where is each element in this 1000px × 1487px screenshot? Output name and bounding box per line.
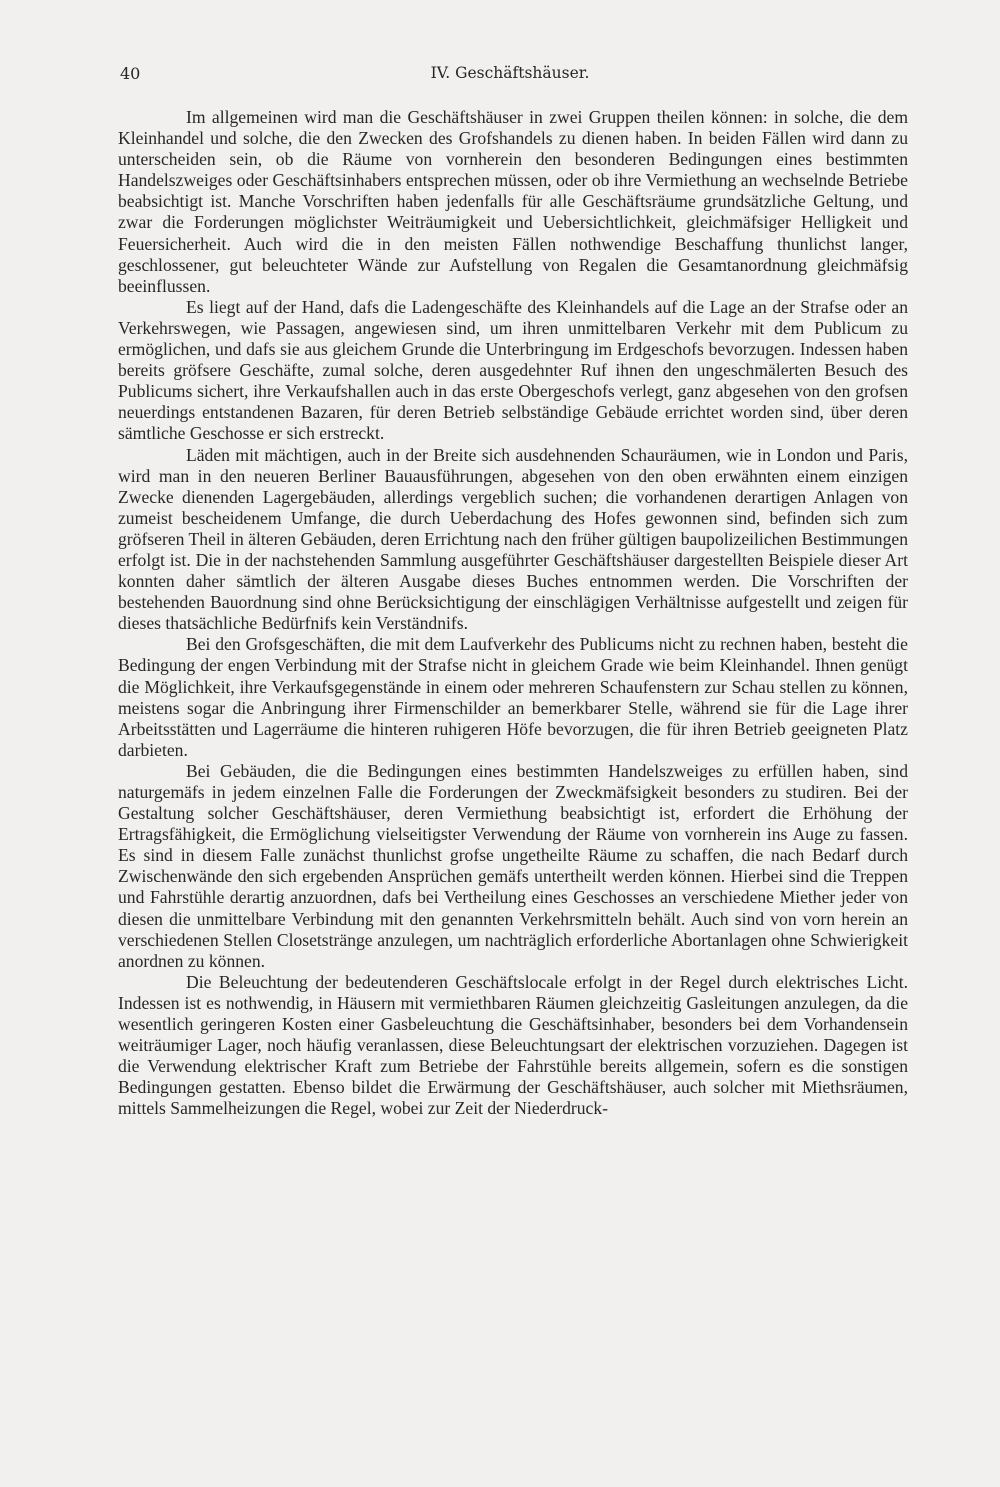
paragraph: Die Beleuchtung der bedeutenderen Geschäftslocale erfolgt in der Regel durch elektrisches Licht. Indessen ist es nothwendig, in Häusern mit vermiethbaren Räumen gleichzeitig Gasleitungen anzulegen, da die wesentlich geringeren Kosten einer Gasbeleuchtung die Geschäftsinhaber, besonders bei dem Vorhandensein weiträumiger Lager, noch häufig veranlassen, diese Beleuchtungsart der elektrischen vorzuziehen. Dagegen ist die Verwendung elektrischer Kraft zum Betriebe der Fahrstühle bereits allgemein, sofern es die sonstigen Bedingungen gestatten. Ebenso bildet die Erwärmung der Geschäftshäuser, auch solcher mit Miethsräumen, mittels Sammelheizungen die Regel, wobei zur Zeit der Niederdruck- (118, 971, 908, 1119)
page-header (120, 60, 900, 90)
paragraph: Bei Gebäuden, die die Bedingungen eines bestimmten Handelszweiges zu erfüllen haben, sind naturgemäfs in jedem einzelnen Falle die Forderungen der Zweckmäfsigkeit besonders zu studiren. Bei der Gestaltung solcher Geschäftshäuser, deren Vermiethung beabsichtigt ist, erfordert die Erhöhung der Ertragsfähigkeit, die Ermöglichung vielseitigster Verwendung der Räume von vornherein ins Auge zu fassen. Es sind in diesem Falle zunächst thunlichst grofse ungetheilte Räume zu schaffen, die nach Bedarf durch Zwischenwände den sich ergebenden Ansprüchen gemäfs untertheilt werden können. Hierbei sind die Treppen und Fahrstühle derartig anzuordnen, dafs bei Vertheilung eines Geschosses an verschiedene Miether jeder von diesen die unmittelbare Verbindung mit den genannten Verkehrsmitteln behält. Auch sind von vorn herein an verschiedenen Stellen Closetstränge anzulegen, um nachträglich erforderliche Abortanlagen ohne Schwierigkeit anordnen zu können. (118, 760, 908, 971)
body-text (118, 107, 908, 1120)
paragraph: Bei den Grofsgeschäften, die mit dem Laufverkehr des Publicums nicht zu rechnen haben, besteht die Bedingung der engen Verbindung mit der Strafse nicht in gleichem Grade wie beim Kleinhandel. Ihnen genügt die Möglichkeit, ihre Verkaufsgegenstände in einem oder mehreren Schaufenstern zur Schau stellen zu können, meistens sogar die Anbringung ihrer Firmenschilder an bemerkbarer Stelle, während sie für die Lage ihrer Arbeitsstätten und Lagerräume die hinteren ruhigeren Höfe bevorzugen, die für ihren Betrieb geeigneten Platz darbieten. (118, 634, 908, 760)
page-number: 40 (120, 64, 141, 83)
running-head: IV. Geschäftshäuser. (430, 64, 590, 82)
paragraph: Es liegt auf der Hand, dafs die Ladengeschäfte des Kleinhandels auf die Lage an der Strafse oder an Verkehrswegen, wie Passagen, angewiesen sind, um ihren unmittelbaren Verkehr mit dem Publicum zu ermöglichen, und dafs sie aus gleichem Grunde die Unterbringung im Erdgeschofs bevorzugen. Indessen haben bereits gröfsere Geschäfte, zumal solche, deren ausgedehnter Ruf ihnen den ungeschmälerten Besuch des Publicums sichert, ihre Verkaufshallen auch in das erste Obergeschofs verlegt, ganz abgesehen von den grofsen neuerdings entstandenen Bazaren, für deren Betrieb selbständige Gebäude errichtet worden sind, über deren sämtliche Geschosse er sich erstreckt. (118, 296, 908, 444)
paragraph: Im allgemeinen wird man die Geschäftshäuser in zwei Gruppen theilen können: in solche, die dem Kleinhandel und solche, die den Zwecken des Grofshandels zu dienen haben. In beiden Fällen wird dann zu unterscheiden sein, ob die Räume von vornherein den besonderen Bedingungen eines bestimmten Handelszweiges oder Geschäftsinhabers entsprechen müssen, oder ob ihre Vermiethung an wechselnde Betriebe beabsichtigt ist. Manche Vorschriften haben jedenfalls für alle Geschäftsräume grundsätzliche Geltung, und zwar die Forderungen möglichster Weiträumigkeit und Uebersichtlichkeit, gleichmäfsiger Helligkeit und Feuersicherheit. Auch wird die in den meisten Fällen nothwendige Beschaffung thunlichst langer, geschlossener, gut beleuchteter Wände zur Aufstellung von Regalen die Gesamtanordnung gleichmäfsig beeinflussen. (118, 107, 908, 296)
paragraph: Läden mit mächtigen, auch in der Breite sich ausdehnenden Schauräumen, wie in London und Paris, wird man in den neueren Berliner Bauausführungen, abgesehen von den oben erwähnten einem einzigen Zwecke dienenden Lagergebäuden, allerdings vergeblich suchen; die vorhandenen derartigen Anlagen von zumeist bescheidenem Umfange, die durch Ueberdachung des Hofes gewonnen sind, befinden sich zum gröfseren Theil in älteren Gebäuden, deren Errichtung nach den früher gültigen baupolizeilichen Bestimmungen erfolgt ist. Die in der nachstehenden Sammlung ausgeführter Geschäftshäuser dargestellten Beispiele dieser Art konnten daher sämtlich der älteren Ausgabe dieses Buches entnommen werden. Die Vorschriften der bestehenden Bauordnung sind ohne Berücksichtigung der einschlägigen Verhältnisse aufgestellt und zeigen für dieses thatsächliche Bedürfnifs kein Verständnifs. (118, 444, 908, 634)
